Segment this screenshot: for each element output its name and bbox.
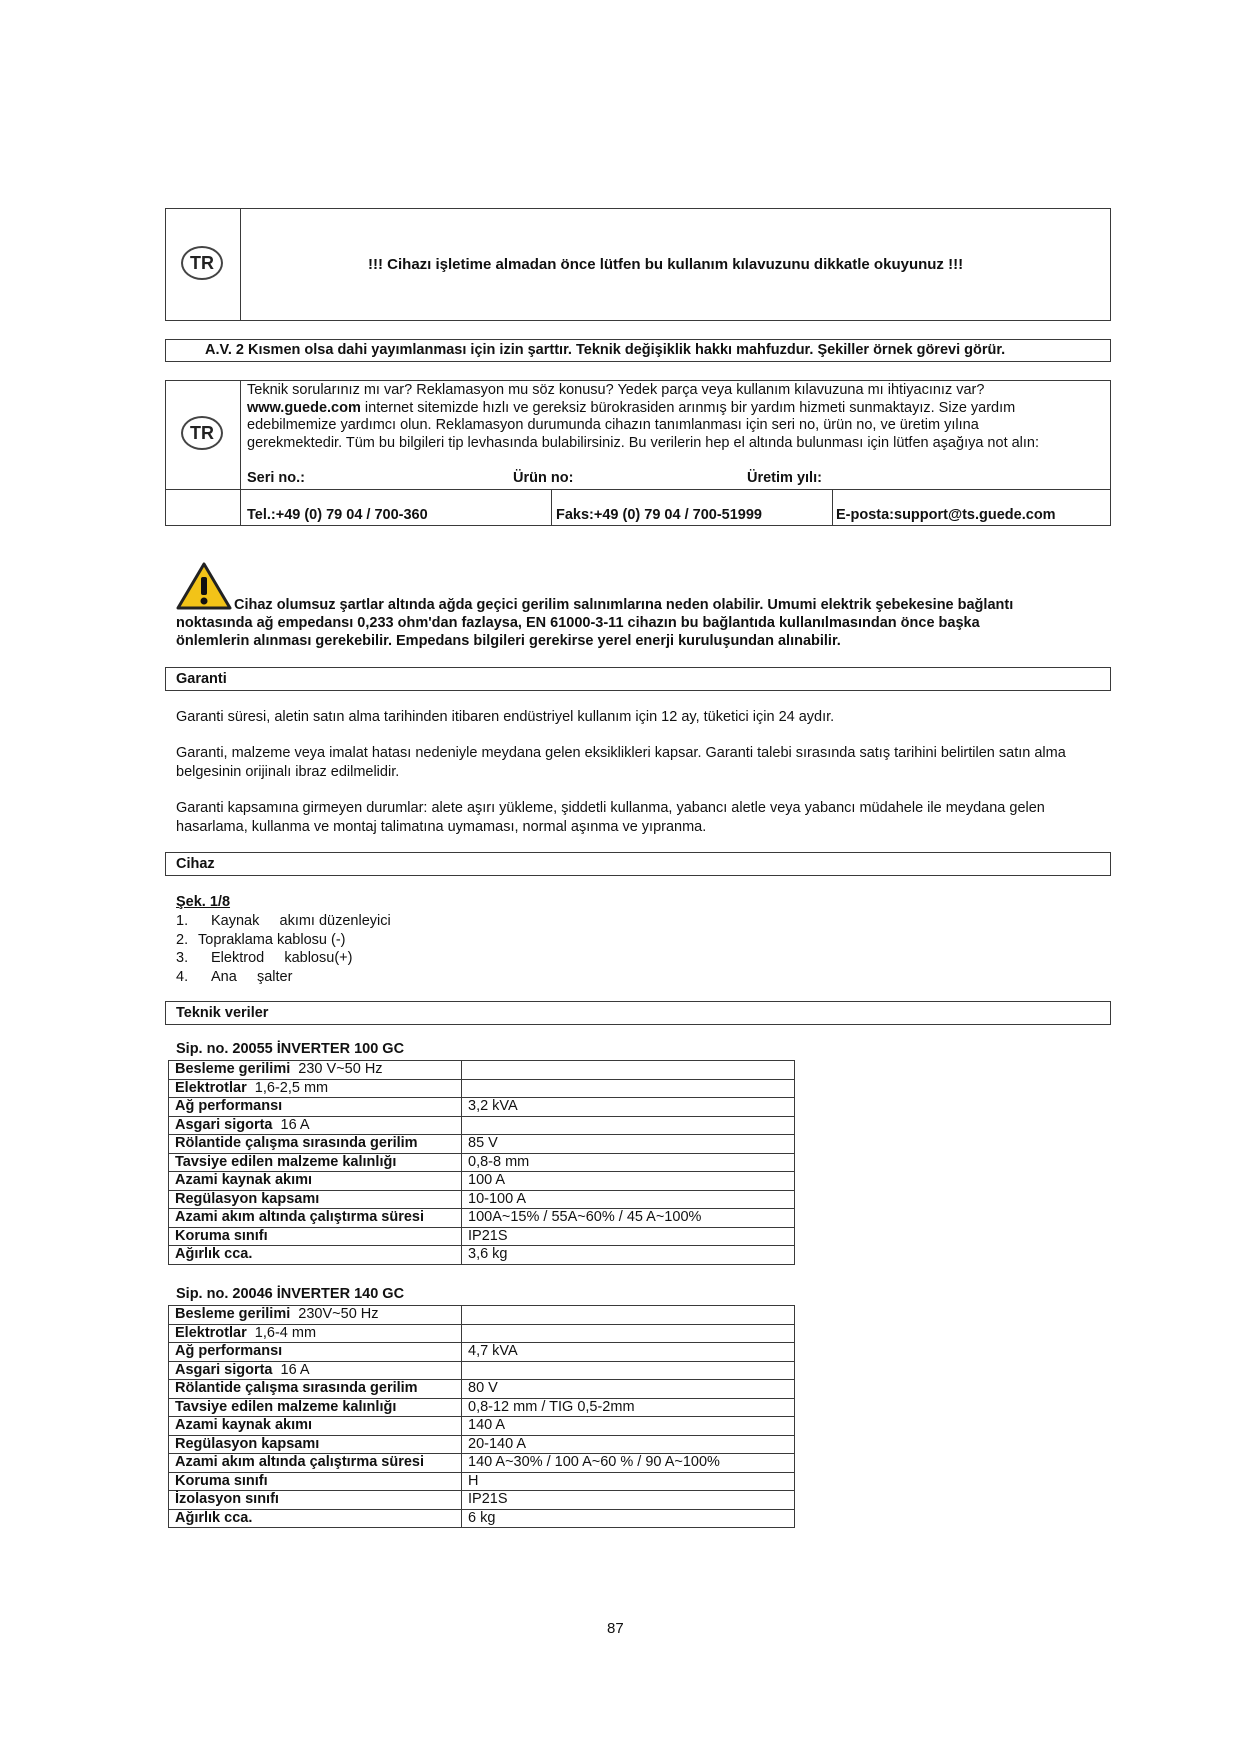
spec-label-cell: [169, 1454, 462, 1473]
spec-label: Ağırlık cca.: [175, 1509, 253, 1526]
spec-label: Regülasyon kapsamı: [175, 1435, 320, 1452]
spec-label: Asgari sigorta: [175, 1361, 273, 1378]
table-row: [169, 1172, 795, 1191]
spec-label: Ağ performansı: [175, 1343, 283, 1360]
spec-label-cell: [169, 1172, 462, 1191]
spec-value: 85 V: [462, 1135, 795, 1154]
technical-data-section-title: Teknik veriler: [165, 1001, 1111, 1025]
table-row: [169, 1135, 795, 1154]
spec-inline-value: 230V~50 Hz: [290, 1306, 379, 1323]
device-parts-list: [176, 912, 391, 986]
support-box-row-line-2: [165, 489, 240, 490]
copyright-text: A.V. 2 Kısmen olsa dahi yayımlanması için izin şarttır. Teknik değişiklik hakkı mahfuzdur. Şekiller örnek görevi görür.: [205, 342, 1006, 358]
support-email[interactable]: E-posta:support@ts.guede.com: [836, 507, 1056, 523]
spec-label: Besleme gerilimi: [175, 1061, 291, 1078]
support-box-fax-divider: [551, 489, 552, 526]
spec-label-cell: [169, 1380, 462, 1399]
warning-text: [176, 596, 1116, 650]
model-2-heading: Sip. no. 20046 İNVERTER 140 GC: [176, 1286, 405, 1302]
product-number-label: Ürün no:: [513, 470, 574, 486]
spec-label: Asgari sigorta: [175, 1116, 273, 1133]
support-box-row-line-1: [240, 489, 1111, 490]
support-text-line-2-rest: internet sitemizde hızlı ve gereksiz bürokrasiden arınmış bir yardım hizmeti sunmaktayız. Size yardım: [360, 399, 1016, 416]
spec-label: Rölantide çalışma sırasında gerilim: [175, 1135, 418, 1152]
spec-label-cell: [169, 1306, 462, 1325]
production-year-label: Üretim yılı:: [747, 470, 822, 486]
spec-label-cell: [169, 1324, 462, 1343]
model-1-rows: [169, 1061, 795, 1265]
spec-label-cell: [169, 1417, 462, 1436]
spec-label-cell: [169, 1472, 462, 1491]
spec-value: 10-100 A: [462, 1190, 795, 1209]
spec-label: Elektrotlar: [175, 1324, 247, 1341]
spec-value: [462, 1079, 795, 1098]
warranty-paragraph-1: Garanti süresi, aletin satın alma tarihinden itibaren endüstriyel kullanım için 12 ay, tüketici için 24 aydır.: [176, 709, 835, 725]
support-text-line-2: [247, 400, 1107, 418]
spec-label-cell: [169, 1435, 462, 1454]
spec-label: Tavsiye edilen malzeme kalınlığı: [175, 1398, 397, 1415]
spec-value: 80 V: [462, 1380, 795, 1399]
warning-line-3: önlemlerin alınması gerekebilir. Empedans bilgileri gerekirse yerel enerji kuruluşundan alınabilir.: [176, 633, 841, 649]
warning-line-1: Cihaz olumsuz şartlar altında ağda geçici gerilim salınımlarına neden olabilir. Umumi elektrik şebekesine bağlantı: [234, 597, 1014, 613]
spec-inline-value: 230 V~50 Hz: [290, 1061, 383, 1078]
table-row: [169, 1190, 795, 1209]
spec-label-cell: [169, 1098, 462, 1117]
table-row: [169, 1509, 795, 1528]
spec-value: [462, 1061, 795, 1080]
spec-value: 6 kg: [462, 1509, 795, 1528]
table-row: [169, 1324, 795, 1343]
model-1-heading: Sip. no. 20055 İNVERTER 100 GC: [176, 1041, 405, 1057]
table-row: [169, 1098, 795, 1117]
spec-label-cell: [169, 1246, 462, 1265]
model-1-spec-table: [168, 1060, 795, 1265]
spec-label-cell: [169, 1209, 462, 1228]
table-row: [169, 1153, 795, 1172]
support-text-line-3: edebilmemize yardımcı olun. Reklamasyon durumunda cihazın tanımlanması için seri no, ürün no, ve üretim yılına: [247, 417, 979, 433]
website-link[interactable]: www.guede.com: [247, 399, 361, 416]
list-item: 3. Elektrod kablosu(+): [176, 950, 353, 966]
warranty-paragraph-3: Garanti kapsamına girmeyen durumlar: alete aşırı yükleme, şiddetli kullanma, yabancı aletle veya yabancı müdahele ile meydana gelen hasarlama, kullanma ve montaj talimatına uymaması, normal aşınma ve yıpranma.: [176, 800, 1045, 835]
header-notice-text: !!! Cihazı işletime almadan önce lütfen bu kullanım kılavuzunu dikkatle okuyunuz !!!: [368, 256, 964, 273]
spec-label-cell: [169, 1190, 462, 1209]
spec-value: 0,8-8 mm: [462, 1153, 795, 1172]
spec-label-cell: [169, 1153, 462, 1172]
header-notice-divider: [240, 208, 241, 321]
table-row: [169, 1417, 795, 1436]
spec-label: Ağırlık cca.: [175, 1246, 253, 1263]
spec-value: 3,6 kg: [462, 1246, 795, 1265]
spec-inline-value: 16 A: [272, 1116, 310, 1133]
spec-value: H: [462, 1472, 795, 1491]
spec-value: 0,8-12 mm / TIG 0,5-2mm: [462, 1398, 795, 1417]
spec-label: Azami akım altında çalıştırma süresi: [175, 1209, 425, 1226]
spec-value: IP21S: [462, 1227, 795, 1246]
table-row: [169, 1079, 795, 1098]
table-row: [169, 1061, 795, 1080]
list-item: 4. Ana şalter: [176, 968, 293, 985]
spec-inline-value: 1,6-2,5 mm: [246, 1079, 329, 1096]
table-row: [169, 1361, 795, 1380]
figure-label: Şek. 1/8: [176, 894, 231, 910]
spec-label: Besleme gerilimi: [175, 1306, 291, 1323]
spec-label-cell: [169, 1061, 462, 1080]
table-row: [169, 1435, 795, 1454]
spec-label: Azami kaynak akımı: [175, 1172, 313, 1189]
spec-value: [462, 1116, 795, 1135]
spec-value: 4,7 kVA: [462, 1343, 795, 1362]
spec-value: 100A~15% / 55A~60% / 45 A~100%: [462, 1209, 795, 1228]
table-row: [169, 1398, 795, 1417]
spec-label: Azami akım altında çalıştırma süresi: [175, 1454, 425, 1471]
spec-value: 3,2 kVA: [462, 1098, 795, 1117]
warranty-section-title: Garanti: [165, 667, 1111, 691]
table-row: [169, 1227, 795, 1246]
table-row: [169, 1454, 795, 1473]
spec-label: Koruma sınıfı: [175, 1227, 268, 1244]
spec-label: Elektrotlar: [175, 1079, 247, 1096]
table-row: [169, 1343, 795, 1362]
list-item: 2. Topraklama kablosu (-): [176, 931, 346, 948]
spec-label: Rölantide çalışma sırasında gerilim: [175, 1380, 418, 1397]
spec-label-cell: [169, 1079, 462, 1098]
spec-value: 20-140 A: [462, 1435, 795, 1454]
spec-value: IP21S: [462, 1491, 795, 1510]
spec-inline-value: 1,6-4 mm: [246, 1324, 317, 1341]
spec-value: 140 A~30% / 100 A~60 % / 90 A~100%: [462, 1454, 795, 1473]
device-section-title: Cihaz: [165, 852, 1111, 876]
support-text-block: [247, 382, 1107, 452]
support-text-line-1: Teknik sorularınız mı var? Reklamasyon mu söz konusu? Yedek parça veya kullanım kılavuzuna mı ihtiyacınız var?: [247, 382, 985, 398]
spec-label: Azami kaynak akımı: [175, 1417, 313, 1434]
spec-value: 100 A: [462, 1172, 795, 1191]
warranty-paragraph-2: Garanti, malzeme veya imalat hatası nedeniyle meydana gelen eksiklikleri kapsar. Garanti talebi sırasında satış tarihini belirtilen satın alma belgesinin orijinalı ibraz edilmelidir.: [176, 745, 1066, 780]
spec-label: Regülasyon kapsamı: [175, 1190, 320, 1207]
fax-number: Faks:+49 (0) 79 04 / 700-51999: [556, 507, 762, 523]
spec-value: [462, 1324, 795, 1343]
spec-label-cell: [169, 1227, 462, 1246]
spec-label: Ağ performansı: [175, 1098, 283, 1115]
model-2-spec-table: [168, 1305, 795, 1528]
spec-inline-value: 16 A: [272, 1361, 310, 1378]
telephone-number: Tel.:+49 (0) 79 04 / 700-360: [247, 507, 428, 523]
spec-label-cell: [169, 1491, 462, 1510]
language-badge-support: TR: [181, 416, 223, 450]
table-row: [169, 1209, 795, 1228]
spec-label: Koruma sınıfı: [175, 1472, 268, 1489]
spec-label-cell: [169, 1509, 462, 1528]
list-item: 1. Kaynak akımı düzenleyici: [176, 913, 391, 929]
page-number: 87: [607, 1620, 624, 1637]
spec-value: [462, 1361, 795, 1380]
table-row: [169, 1246, 795, 1265]
table-row: [169, 1491, 795, 1510]
language-badge-header: TR: [181, 246, 223, 280]
table-row: [169, 1116, 795, 1135]
warning-line-2: noktasında ağ empedansı 0,233 ohm'dan fazlaysa, EN 61000-3-11 cihazın bu bağlantıda kullanılmasından önce başka: [176, 615, 980, 631]
spec-value: 140 A: [462, 1417, 795, 1436]
spec-value: [462, 1306, 795, 1325]
spec-label-cell: [169, 1398, 462, 1417]
table-row: [169, 1472, 795, 1491]
spec-label-cell: [169, 1135, 462, 1154]
table-row: [169, 1306, 795, 1325]
spec-label-cell: [169, 1361, 462, 1380]
table-row: [169, 1380, 795, 1399]
spec-label-cell: [169, 1116, 462, 1135]
serial-number-label: Seri no.:: [247, 470, 306, 486]
spec-label-cell: [169, 1343, 462, 1362]
spec-label: Tavsiye edilen malzeme kalınlığı: [175, 1153, 397, 1170]
support-box-divider: [240, 380, 241, 526]
model-2-rows: [169, 1306, 795, 1528]
spec-label: İzolasyon sınıfı: [175, 1491, 279, 1508]
support-box-email-divider: [832, 489, 833, 526]
support-text-line-4: gerekmektedir. Tüm bu bilgileri tip levhasında bulabilirsiniz. Bu verilerin hep el altında bulunması için lütfen aşağıya not alın:: [247, 434, 1040, 451]
